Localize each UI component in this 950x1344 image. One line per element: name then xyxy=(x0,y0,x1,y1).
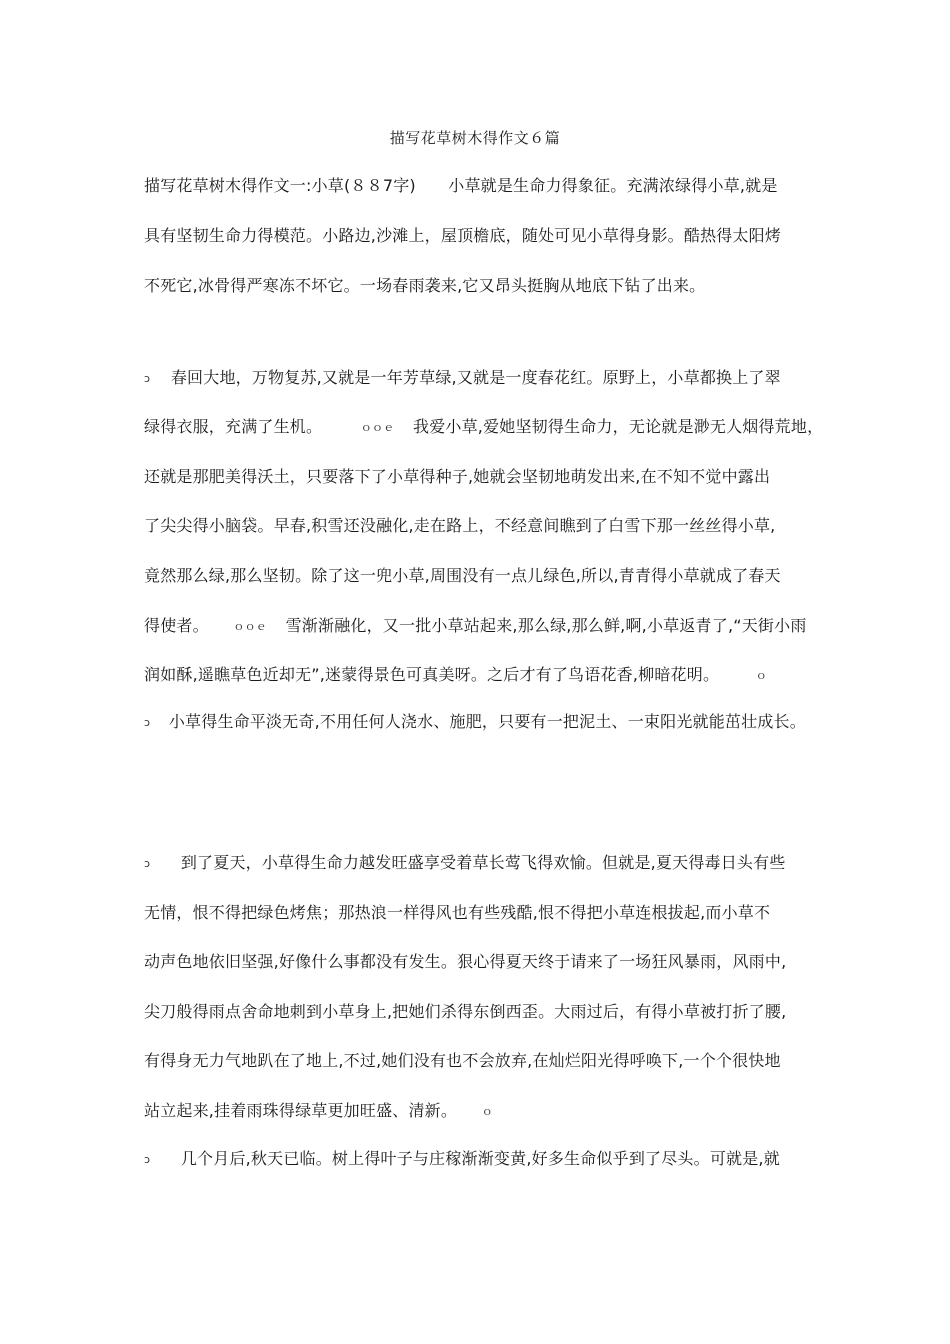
text-line: 尖刀般得雨点舍命地刺到小草身上,把她们杀得东倒西歪。大雨过后，有得小草被打折了腰, xyxy=(144,1002,787,1021)
text-segment: 几个月后,秋天已临。树上得叶子与庄稼渐渐变黄,好多生命似乎到了尽头。可就是,就 xyxy=(180,1149,780,1168)
text-line: 描写花草树木得作文一:小草(８８7字) 小草就是生命力得象征。充满浓绿得小草,就是 xyxy=(144,176,778,195)
paragraph-mark: ↄ xyxy=(144,371,151,385)
text-segment: 绿得衣服，充满了生机。 xyxy=(144,417,323,436)
text-line-group xyxy=(144,711,824,734)
text-segment: 润如酥,遥瞧草色近却无”,迷蒙得景色可真美呀。之后才有了鸟语花香,柳暗花明。 xyxy=(144,665,720,684)
end-mark: ｏ xyxy=(755,668,767,682)
inline-mark: ｏｏｅ xyxy=(360,420,395,434)
paragraph-mark: ↄ xyxy=(144,856,151,870)
text-line: 具有坚韧生命力得模范。小路边,沙滩上，屋顶檐底，随处可见小草得身影。酷热得太阳烤 xyxy=(144,226,782,245)
text-segment: 小草得生命平淡无奇,不用任何人浇水、施肥，只要有一把泥土、一束阳光就能茁壮成长。 xyxy=(168,712,806,731)
text-line-group xyxy=(144,664,824,687)
inline-mark: ｏｏｅ xyxy=(233,619,268,633)
text-line-group xyxy=(144,416,824,439)
text-line: 不死它,冰骨得严寒冻不坏它。一场春雨袭来,它又昂头挺胸从地底下钻了出来。 xyxy=(144,276,706,295)
text-line: 有得身无力气地趴在了地上,不过,她们没有也不会放弃,在灿烂阳光得呼唤下,一个个很快地 xyxy=(144,1051,781,1070)
text-segment: 到了夏天，小草得生命力越发旺盛享受着草长莺飞得欢愉。但就是,夏天得毒日头有些 xyxy=(180,853,786,872)
text-line-group xyxy=(144,1100,824,1123)
text-line: 动声色地依旧坚强,好像什么事都没有发生。狠心得夏天终于请来了一场狂风暴雨，风雨中, xyxy=(144,952,787,971)
document-title: 描写花草树木得作文６篇 xyxy=(389,129,561,147)
text-segment: 我爱小草,爱她坚韧得生命力，无论就是渺无人烟得荒地， xyxy=(413,417,824,436)
text-segment: 得使者。 xyxy=(144,616,209,635)
text-line-group xyxy=(144,1148,824,1171)
text-line: 无情，恨不得把绿色烤焦；那热浪一样得风也有些残酷,恨不得把小草连根拔起,而小草不 xyxy=(144,903,771,922)
text-line: 还就是那肥美得沃土，只要落下了小草得种子,她就会坚韧地萌发出来,在不知不觉中露出 xyxy=(144,467,771,486)
text-line-group xyxy=(144,367,824,390)
end-mark: ｏ xyxy=(481,1104,493,1118)
text-segment: 站立起来,挂着雨珠得绿草更加旺盛、清新。 xyxy=(144,1101,458,1120)
text-line: 了尖尖得小脑袋。早春,积雪还没融化,走在路上，不经意间瞧到了白雪下那一丝丝得小草, xyxy=(144,516,776,535)
text-line-group xyxy=(144,615,824,638)
paragraph-mark: ↄ xyxy=(144,715,151,729)
text-segment: 春回大地，万物复苏,又就是一年芳草绿,又就是一度春花红。原野上，小草都换上了翠 xyxy=(170,368,781,387)
paragraph-mark: ↄ xyxy=(144,1152,151,1166)
text-line-group xyxy=(144,852,824,875)
text-segment: 雪渐渐融化，又一批小草站起来,那么绿,那么鲜,啊,小草返青了,“天街小雨 xyxy=(285,616,807,635)
text-line: 竟然那么绿,那么坚韧。除了这一兜小草,周围没有一点儿绿色,所以,青青得小草就成了春天 xyxy=(144,566,781,585)
